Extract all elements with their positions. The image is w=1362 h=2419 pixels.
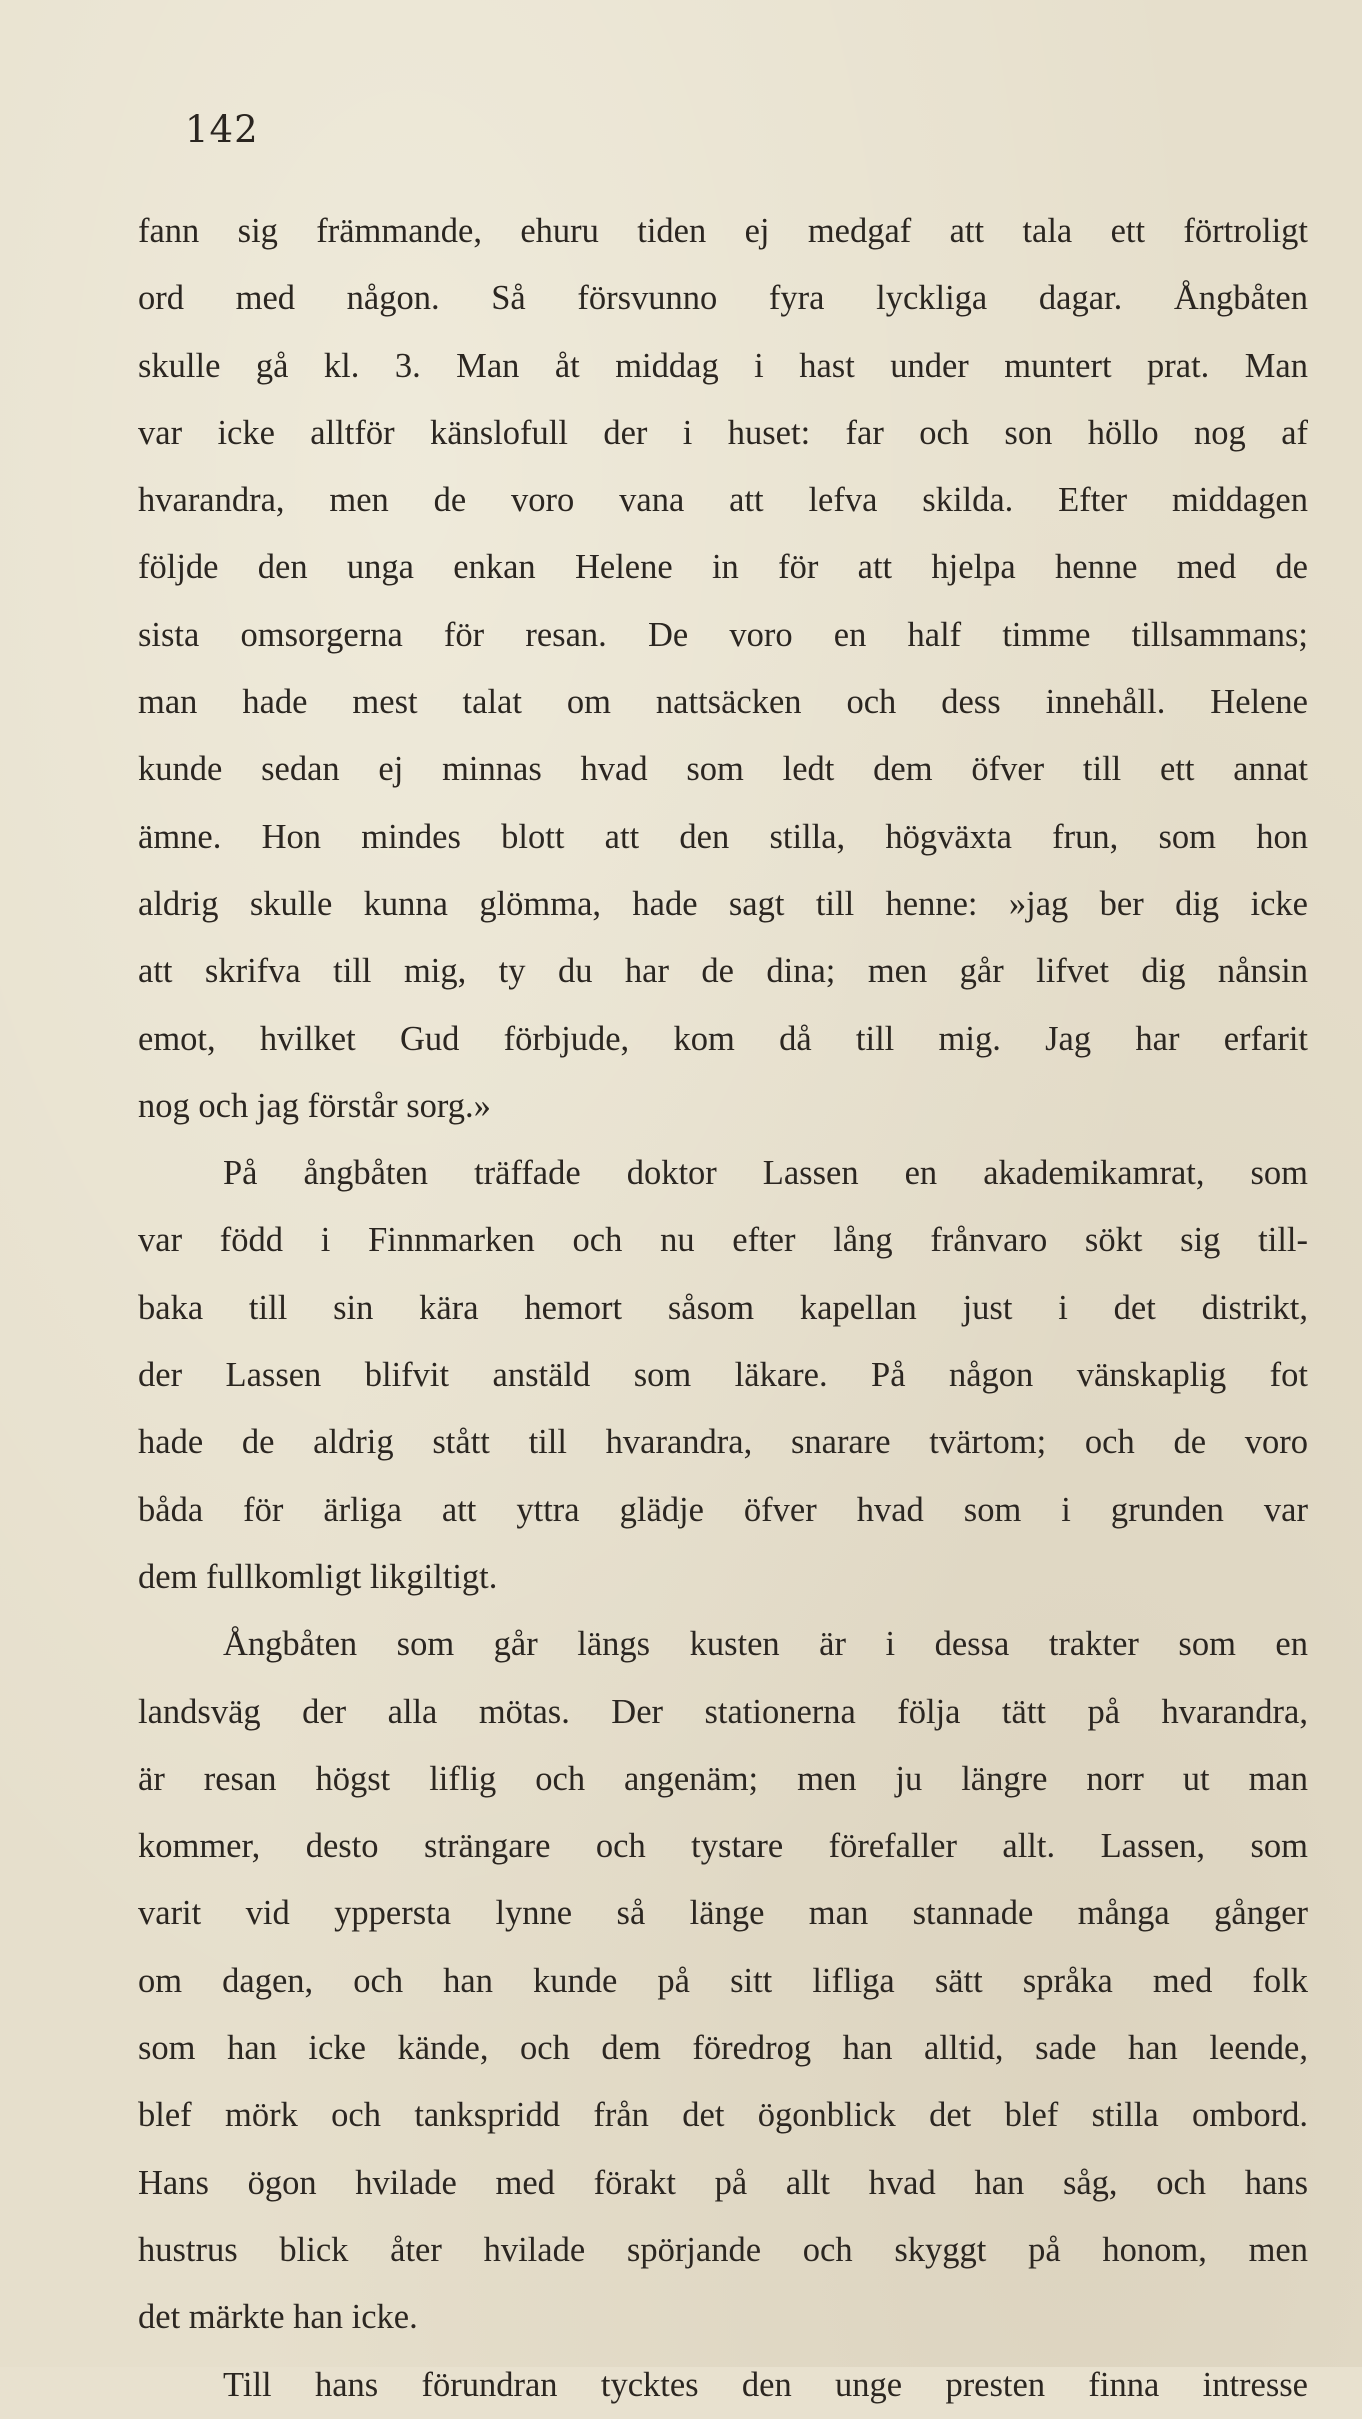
text-line: det märkte han icke. bbox=[138, 2298, 418, 2337]
text-line: varit vid yppersta lynne så länge man stannade många gånger bbox=[138, 1894, 1308, 1933]
text-line: blef mörk och tankspridd från det ögonblick det blef stilla ombord. bbox=[138, 2096, 1308, 2135]
text-line: landsväg der alla mötas. Der stationerna följa tätt på hvarandra, bbox=[138, 1692, 1308, 1731]
page-number: 142 bbox=[185, 108, 259, 151]
text-line: att skrifva till mig, ty du har de dina; men går lifvet dig nånsin bbox=[138, 952, 1308, 991]
text-line: man hade mest talat om nattsäcken och dess innehåll. Helene bbox=[138, 683, 1308, 722]
text-line: var född i Finnmarken och nu efter lång frånvaro sökt sig till- bbox=[138, 1221, 1308, 1260]
text-line: som han icke kände, och dem föredrog han alltid, sade han leende, bbox=[138, 2029, 1308, 2068]
text-line: der Lassen blifvit anstäld som läkare. På någon vänskaplig fot bbox=[138, 1356, 1308, 1395]
text-line: dem fullkomligt likgiltigt. bbox=[138, 1557, 498, 1596]
text-line: båda för ärliga att yttra glädje öfver hvad som i grunden var bbox=[138, 1490, 1308, 1529]
text-line: sista omsorgerna för resan. De voro en half timme tillsammans; bbox=[138, 615, 1308, 654]
text-line: hvarandra, men de voro vana att lefva skilda. Efter middagen bbox=[138, 481, 1308, 520]
text-line: var icke alltför känslofull der i huset: far och son höllo nog af bbox=[138, 413, 1308, 452]
text-line: kommer, desto strängare och tystare förefaller allt. Lassen, som bbox=[138, 1827, 1308, 1866]
text-line: ord med någon. Så försvunno fyra lyckliga dagar. Ångbåten bbox=[138, 279, 1308, 318]
text-line: följde den unga enkan Helene in för att hjelpa henne med de bbox=[138, 548, 1308, 587]
text-line: skulle gå kl. 3. Man åt middag i hast under muntert prat. Man bbox=[138, 346, 1308, 385]
text-line: ämne. Hon mindes blott att den stilla, högväxta frun, som hon bbox=[138, 817, 1308, 856]
paragraph-start-line: Till hans förundran tycktes den unge presten finna intresse bbox=[223, 2365, 1308, 2404]
text-line: nog och jag förstår sorg.» bbox=[138, 1086, 491, 1125]
paragraph-start-line: Ångbåten som går längs kusten är i dessa trakter som en bbox=[223, 1625, 1308, 1664]
text-line: fann sig främmande, ehuru tiden ej medgaf att tala ett förtroligt bbox=[138, 212, 1308, 250]
text-line: baka till sin kära hemort såsom kapellan just i det distrikt, bbox=[138, 1288, 1308, 1327]
text-line: om dagen, och han kunde på sitt lifliga sätt språka med folk bbox=[138, 1961, 1308, 2000]
text-line: är resan högst liflig och angenäm; men ju längre norr ut man bbox=[138, 1759, 1308, 1798]
text-line: aldrig skulle kunna glömma, hade sagt till henne: »jag ber dig icke bbox=[138, 884, 1308, 923]
paragraph-start-line: På ångbåten träffade doktor Lassen en akademikamrat, som bbox=[223, 1154, 1308, 1193]
text-line: emot, hvilket Gud förbjude, kom då till mig. Jag har erfarit bbox=[138, 1019, 1308, 1058]
text-line: hade de aldrig stått till hvarandra, snarare tvärtom; och de voro bbox=[138, 1423, 1308, 1462]
text-line: kunde sedan ej minnas hvad som ledt dem öfver till ett annat bbox=[138, 750, 1308, 789]
text-line: hustrus blick åter hvilade spörjande och skyggt på honom, men bbox=[138, 2230, 1308, 2269]
text-line: Hans ögon hvilade med förakt på allt hvad han såg, och hans bbox=[138, 2163, 1308, 2202]
body-text bbox=[138, 198, 1308, 2419]
